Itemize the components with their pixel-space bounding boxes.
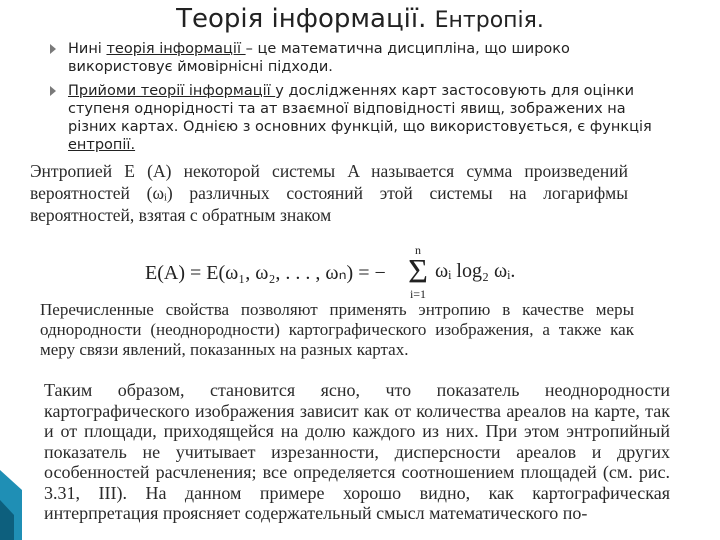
corner-decoration: [0, 470, 22, 540]
bullet-text: – це математична дисципліна, що широко використовує ймовірнісні підходи.: [68, 41, 570, 75]
bullet-item: [48, 82, 678, 154]
scanned-paragraph-definition: [30, 160, 628, 226]
sigma-icon: Σ: [408, 253, 428, 290]
paragraph-text: Перечисленные свойства позволяют применять энтропию в качестве меры однородности (неоднородности) картографического изображения, а также как меру связи явлений, показанных на разных картах.: [40, 300, 634, 359]
bullet-list: [48, 40, 678, 160]
bullet-link: Прийоми теорії інформації: [68, 83, 276, 99]
bullet-arrow-icon: [50, 44, 56, 54]
sum-lower-limit: i=1: [409, 287, 427, 301]
bullet-text: Нині: [68, 41, 107, 57]
bullet-link: теорія інформації: [106, 41, 246, 57]
formula-lhs: E(A) = E(ω₁, ω₂, . . . , ωₙ) = −: [145, 262, 386, 284]
scanned-paragraph-properties: [40, 300, 634, 360]
entropy-formula: [145, 243, 575, 301]
bullet-item: [48, 40, 678, 76]
scanned-paragraph-conclusion: [44, 380, 670, 524]
paragraph-text: Таким образом, становится ясно, что показатель неоднородности картографического изображения зависит как от количества ареалов на карте, так и от площади, приходящейся на долю каждого из них. При этом энтропийный показатель не учитывает изрезанности, дисперсности ареалов и других особенностей расчленения; все определяется соотношением площадей (см. рис. 3.31, III). На данном примере хорошо видно, как картографическая интерпретация проясняет содержательный смысл математического по-: [44, 380, 670, 523]
bullet-text: у дослідженнях карт застосовують для оцінки ступеня однорідності та ат взаємної відповідності явищ, зображених на різних картах. Однією з основних функцій, що використовується, є функція: [68, 83, 652, 135]
bullet-link: ентропії.: [68, 137, 136, 153]
title-main: Теорія інформації.: [176, 4, 427, 34]
title-sub: Ентропія.: [434, 8, 544, 33]
paragraph-text: Энтропией E (A) некоторой системы A называется сумма произведений вероятностей (ωᵢ) различных состояний этой системы на логарифмы вероятностей, взятая с обратным знаком: [30, 161, 628, 225]
formula-rhs: ωᵢ log₂ ωᵢ.: [435, 260, 516, 282]
bullet-arrow-icon: [50, 86, 56, 96]
slide-title: [0, 4, 720, 34]
sum-upper-limit: n: [415, 243, 421, 257]
sum-sign: [405, 244, 431, 300]
